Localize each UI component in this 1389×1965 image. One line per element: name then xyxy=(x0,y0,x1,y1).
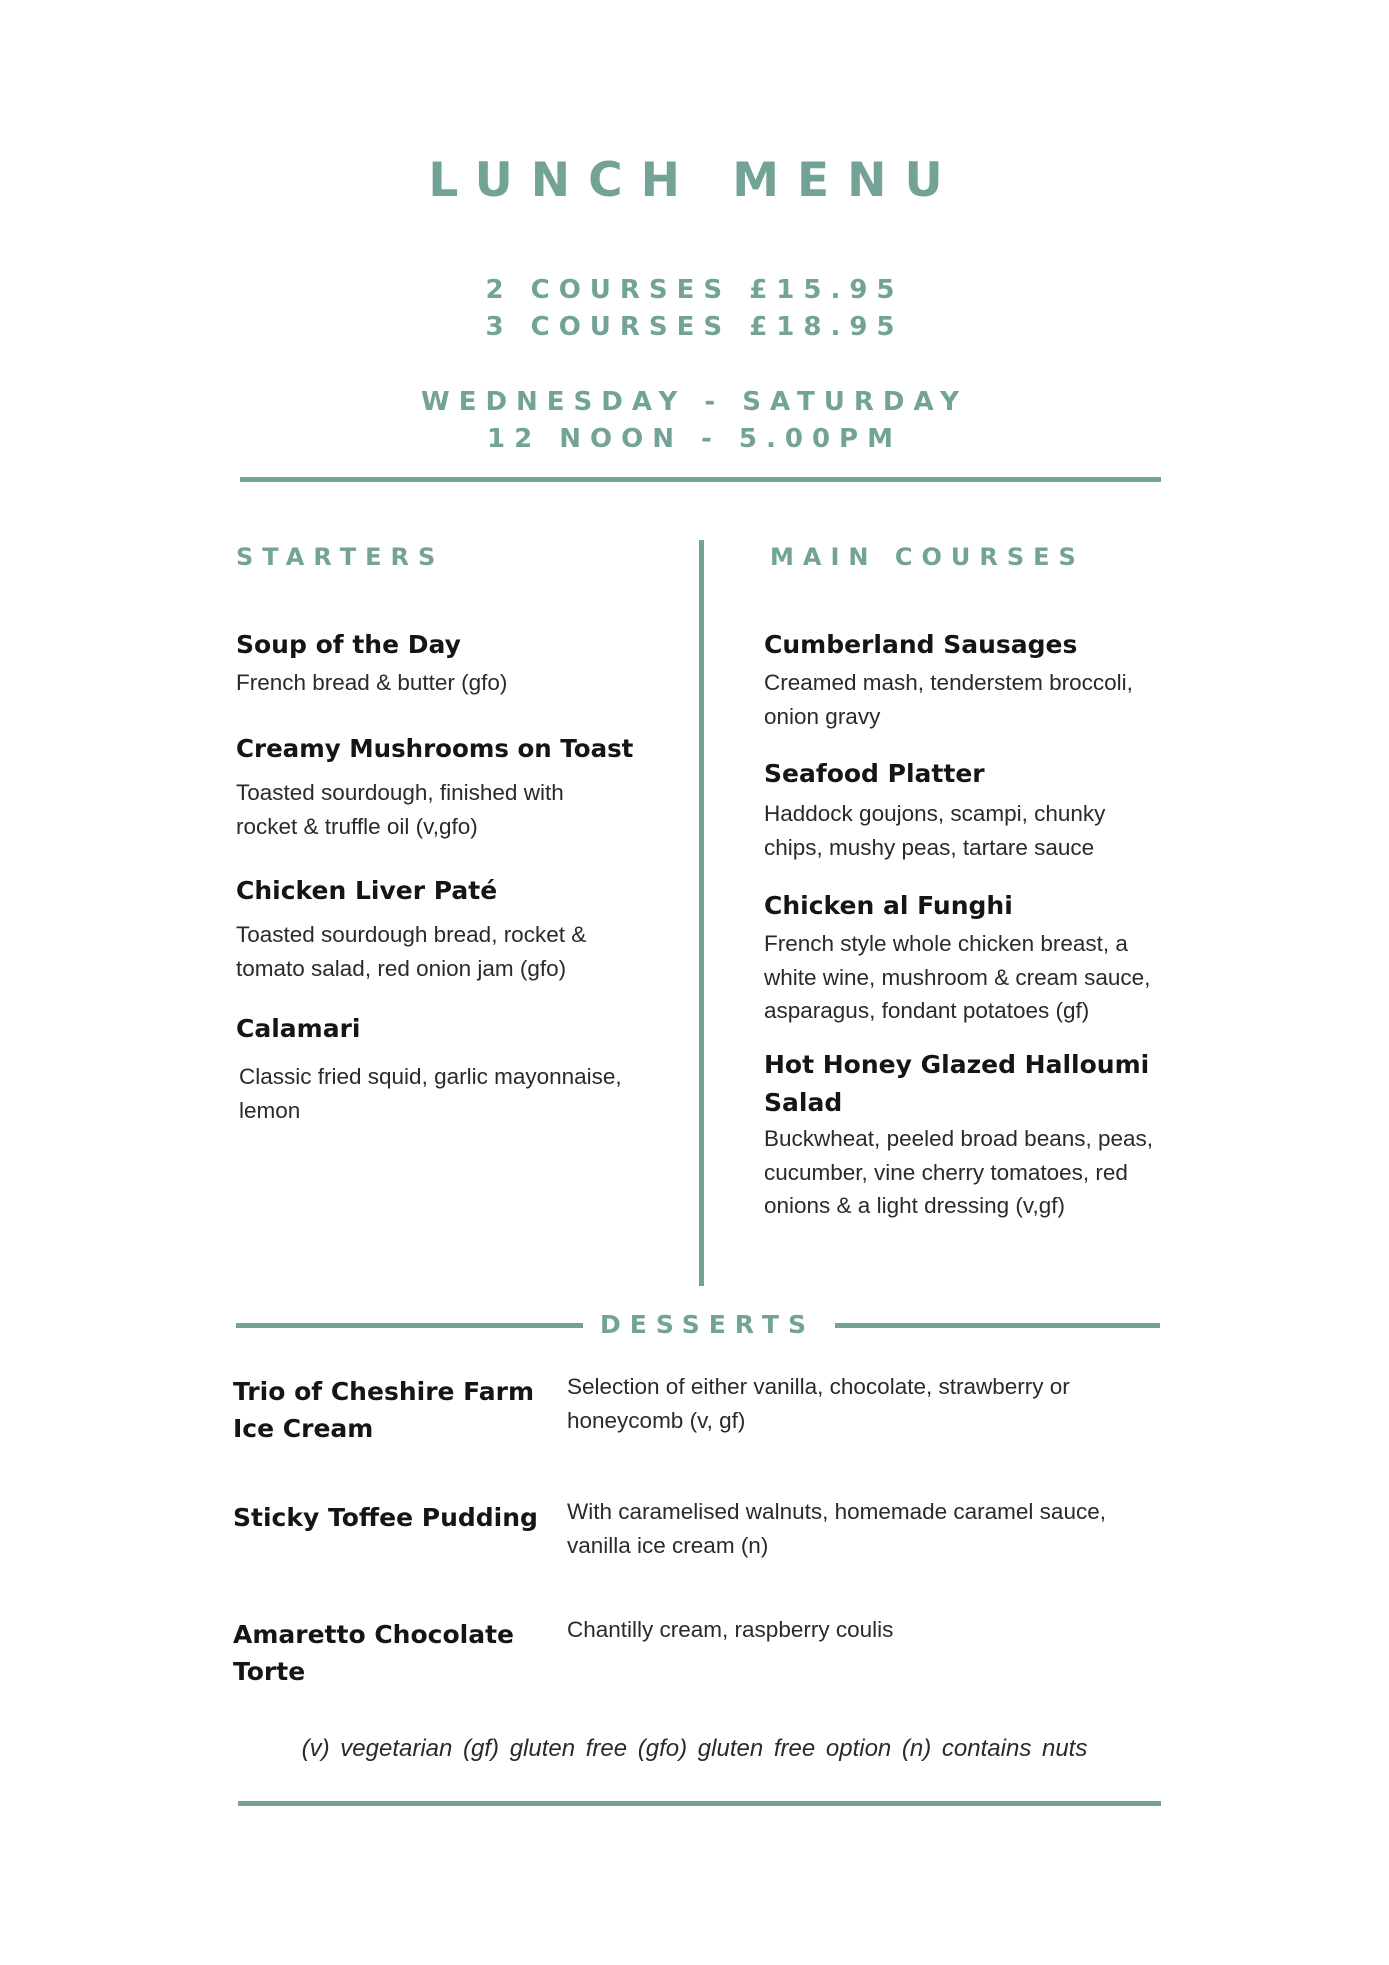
starter-item xyxy=(236,1010,666,1127)
starter-desc: French bread & butter (gfo) xyxy=(236,670,508,695)
dessert-desc: Selection of either vanilla, chocolate, strawberry or honeycomb (v, gf) xyxy=(567,1374,1070,1433)
dietary-legend: (v) vegetarian (gf) gluten free (gfo) gluten free option (n) contains nuts xyxy=(301,1735,1088,1762)
starter-desc: Toasted sourdough bread, rocket & tomato salad, red onion jam (gfo) xyxy=(236,922,587,981)
starter-name: Calamari xyxy=(236,1014,361,1043)
starters-heading: STARTERS xyxy=(236,543,445,571)
main-item xyxy=(764,1046,1184,1223)
starter-desc: Classic fried squid, garlic mayonnaise, lemon xyxy=(239,1064,622,1123)
price-three-courses: 3 COURSES £18.95 xyxy=(485,312,904,342)
starter-desc: Toasted sourdough, finished with rocket & truffle oil (v,gfo) xyxy=(236,780,564,839)
dessert-name: Sticky Toffee Pudding xyxy=(233,1503,538,1532)
main-name: Seafood Platter xyxy=(764,759,985,788)
starter-name: Soup of the Day xyxy=(236,630,461,659)
main-name: Cumberland Sausages xyxy=(764,630,1078,659)
opening-hours: 12 NOON - 5.00PM xyxy=(487,424,902,454)
price-two-courses: 2 COURSES £15.95 xyxy=(485,275,904,305)
dessert-desc: Chantilly cream, raspberry coulis xyxy=(567,1617,894,1642)
main-desc: Buckwheat, peeled broad beans, peas, cucumber, vine cherry tomatoes, red onions & a light dressing (v,gf) xyxy=(764,1126,1154,1218)
main-item xyxy=(764,626,1194,733)
main-courses-heading: MAIN COURSES xyxy=(770,543,1085,571)
starter-item xyxy=(236,730,656,843)
starter-name: Creamy Mushrooms on Toast xyxy=(236,734,634,763)
column-divider xyxy=(699,540,704,1286)
footer-divider xyxy=(238,1801,1161,1806)
desserts-rule-right xyxy=(835,1323,1160,1328)
main-desc: Creamed mash, tenderstem broccoli, onion gravy xyxy=(764,670,1133,729)
desserts-heading: DESSERTS xyxy=(600,1310,815,1339)
dessert-desc: With caramelised walnuts, homemade caramel sauce, vanilla ice cream (n) xyxy=(567,1499,1106,1558)
page-title: LUNCH MENU xyxy=(428,153,961,208)
dessert-name: Trio of Cheshire Farm Ice Cream xyxy=(233,1377,535,1443)
header-divider xyxy=(240,477,1161,482)
starter-name: Chicken Liver Paté xyxy=(236,876,498,905)
main-desc: French style whole chicken breast, a white wine, mushroom & cream sauce, asparagus, fondant potatoes (gf) xyxy=(764,931,1151,1023)
opening-days: WEDNESDAY - SATURDAY xyxy=(421,387,968,417)
starter-item xyxy=(236,626,666,700)
main-name: Hot Honey Glazed Halloumi Salad xyxy=(764,1050,1150,1117)
main-item xyxy=(764,887,1194,1028)
starter-item xyxy=(236,872,666,985)
desserts-rule-left xyxy=(236,1323,583,1328)
main-name: Chicken al Funghi xyxy=(764,891,1013,920)
dessert-name: Amaretto Chocolate Torte xyxy=(233,1620,514,1686)
main-item xyxy=(764,755,1194,864)
main-desc: Haddock goujons, scampi, chunky chips, mushy peas, tartare sauce xyxy=(764,801,1106,860)
